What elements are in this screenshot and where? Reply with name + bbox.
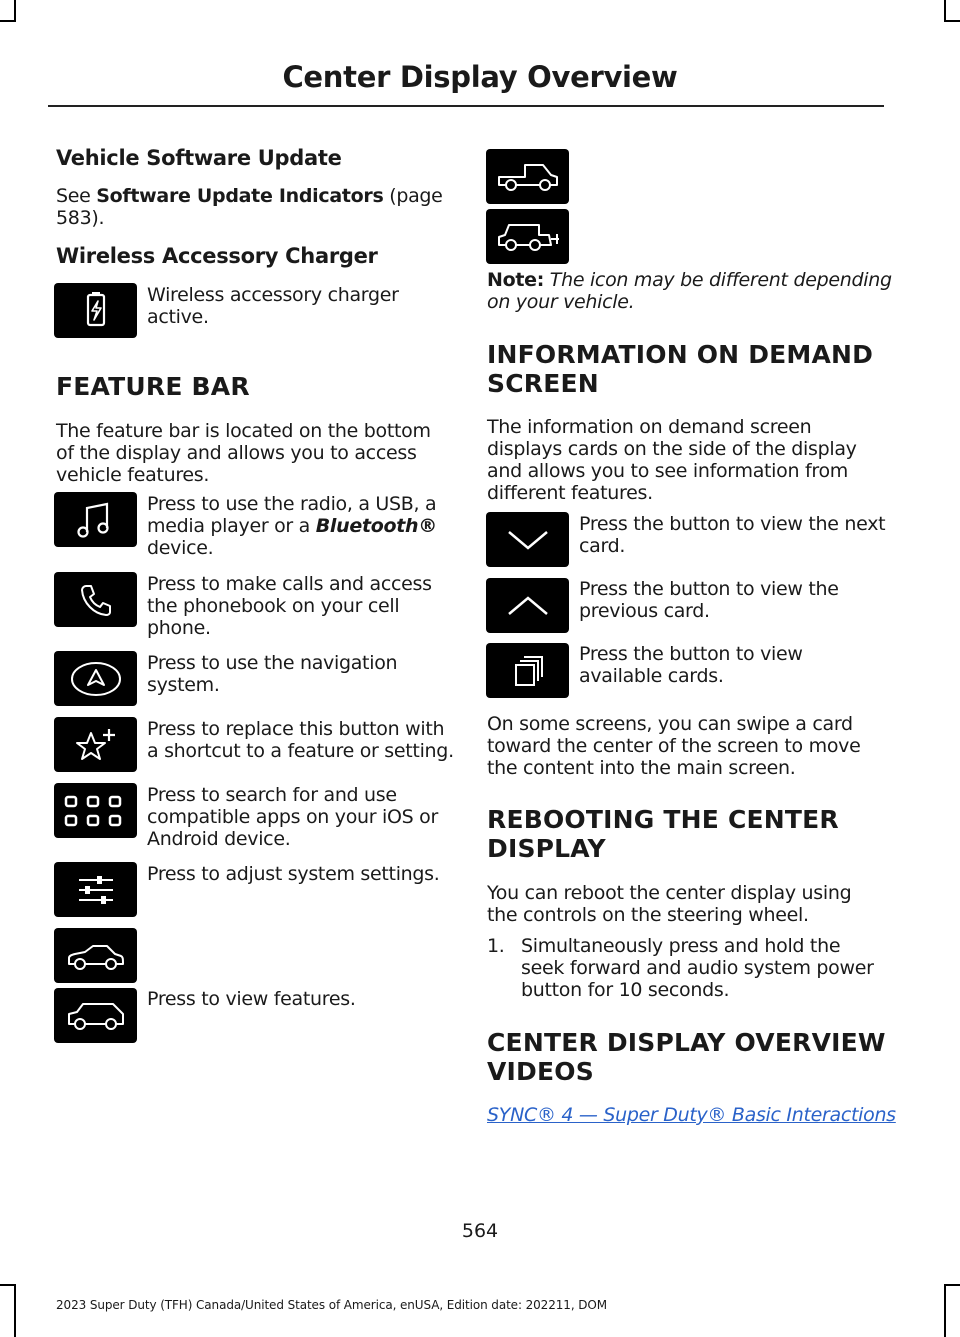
videos-heading: CENTER DISPLAY OVERVIEW VIDEOS (487, 1028, 886, 1086)
crop-mark (944, 1284, 946, 1337)
vehicle-software-update-text: See Software Update Indicators (page 583). (56, 185, 443, 229)
available-cards-description: Press the button to view available cards. (579, 643, 803, 687)
feature-apps-description: Press to search for and use compatible apps on your iOS or Android device. (147, 784, 439, 850)
crop-mark (14, 0, 16, 22)
wireless-charger-description: Wireless accessory charger active. (147, 284, 399, 328)
reboot-step-number: 1. (487, 935, 505, 957)
car-suv-icon[interactable] (54, 988, 137, 1043)
feature-bar-heading: FEATURE BAR (56, 372, 250, 401)
stacked-cards-icon[interactable] (486, 643, 569, 698)
next-card-description: Press the button to view the next card. (579, 513, 886, 557)
crop-mark (0, 1284, 16, 1286)
feature-navigation-description: Press to use the navigation system. (147, 652, 398, 696)
icon-note: Note: The icon may be different depending on your vehicle. (487, 269, 892, 313)
feature-audio-description: Press to use the radio, a USB, a media player or a Bluetooth® device. (147, 493, 437, 559)
crop-mark (14, 1284, 16, 1337)
sync4-video-link[interactable]: SYNC® 4 — Super Duty® Basic Interactions (487, 1104, 896, 1126)
rebooting-heading: REBOOTING THE CENTER DISPLAY (487, 805, 839, 863)
pickup-truck-icon (486, 149, 569, 204)
feature-settings-description: Press to adjust system settings. (147, 863, 440, 885)
swipe-card-text: On some screens, you can swipe a card toward the center of the screen to move the content into the main screen. (487, 713, 861, 779)
crop-mark (0, 20, 16, 22)
page-number: 564 (461, 1220, 499, 1242)
rebooting-intro: You can reboot the center display using the controls on the steering wheel. (487, 882, 852, 926)
chevron-up-icon[interactable] (486, 578, 569, 633)
page-title: Center Display Overview (282, 60, 678, 94)
software-update-indicators-link[interactable]: Software Update Indicators (96, 185, 384, 207)
crop-mark (944, 0, 946, 22)
feature-vehicle-description: Press to view features. (147, 988, 356, 1010)
information-on-demand-intro: The information on demand screen displays cards on the side of the display and allows you to see information from different features. (487, 416, 857, 504)
settings-sliders-icon[interactable] (54, 862, 137, 917)
truck-hitch-icon (486, 209, 569, 264)
star-plus-shortcut-icon[interactable] (54, 717, 137, 772)
feature-phone-description: Press to make calls and access the phonebook on your cell phone. (147, 573, 432, 639)
feature-shortcut-description: Press to replace this button with a shortcut to a feature or setting. (147, 718, 454, 762)
crop-mark (944, 1284, 960, 1286)
reboot-step-text: Simultaneously press and hold the seek forward and audio system power button for 10 seconds. (521, 935, 874, 1001)
car-sedan-icon[interactable] (54, 928, 137, 983)
feature-bar-intro: The feature bar is located on the bottom of the display and allows you to access vehicle features. (56, 420, 431, 486)
edition-footer: 2023 Super Duty (TFH) Canada/United States of America, enUSA, Edition date: 202211, DOM (56, 1298, 607, 1312)
audio-music-note-icon[interactable] (54, 492, 137, 547)
vehicle-software-update-heading: Vehicle Software Update (56, 146, 342, 170)
navigation-arrow-icon[interactable] (54, 651, 137, 706)
phone-icon[interactable] (54, 572, 137, 627)
information-on-demand-heading: INFORMATION ON DEMAND SCREEN (487, 340, 874, 398)
wireless-accessory-charger-heading: Wireless Accessory Charger (56, 244, 378, 268)
apps-grid-icon[interactable] (54, 783, 137, 838)
crop-mark (944, 20, 960, 22)
wireless-charger-battery-icon (54, 283, 137, 338)
previous-card-description: Press the button to view the previous card. (579, 578, 839, 622)
header-divider (48, 105, 884, 107)
chevron-down-icon[interactable] (486, 512, 569, 567)
